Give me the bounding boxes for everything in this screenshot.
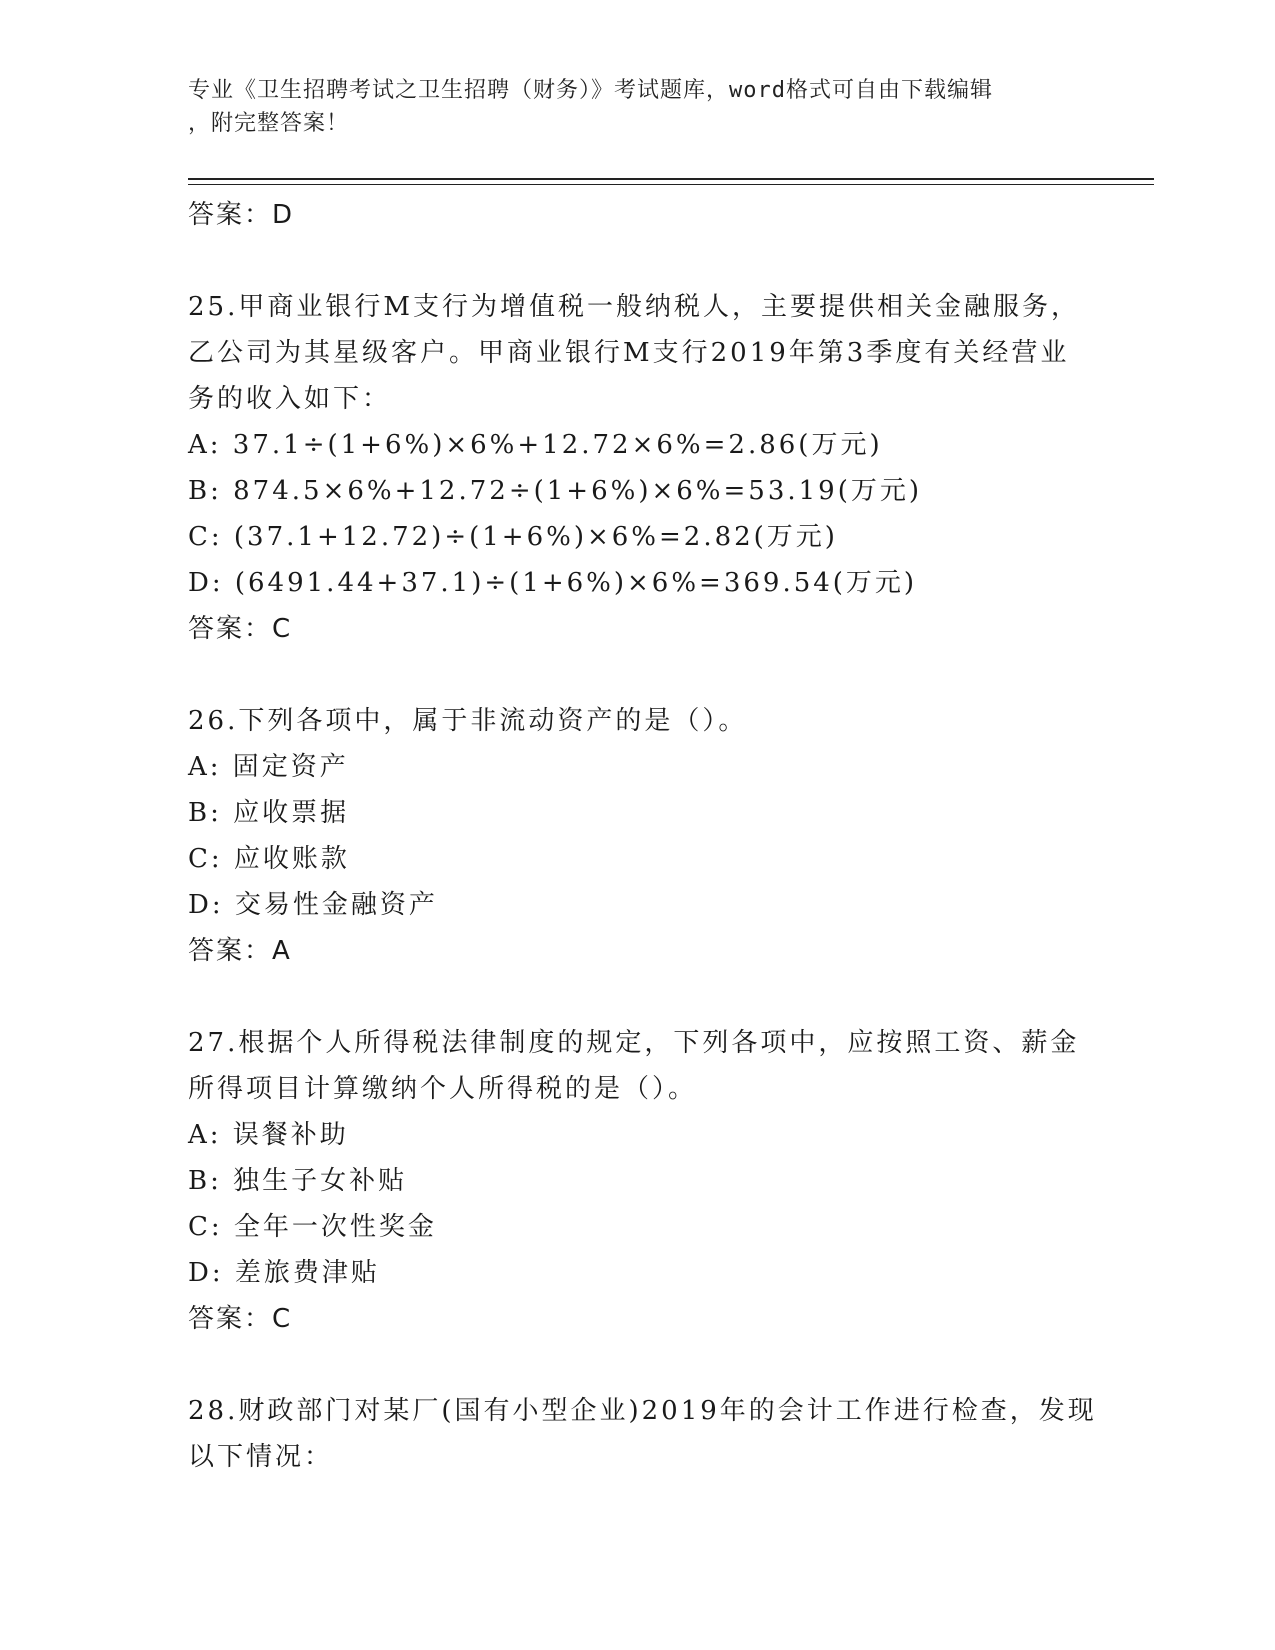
option-c: C: (37.1+12.72)÷(1+6%)×6%=2.82(万元) xyxy=(188,522,838,552)
option-a: A: 误餐补助 xyxy=(188,1120,349,1150)
option-d: D: (6491.44+37.1)÷(1+6%)×6%=369.54(万元) xyxy=(188,568,918,598)
header-rule-thick xyxy=(188,178,1154,180)
question-stem-line: 所得项目计算缴纳个人所得税的是（）。 xyxy=(188,1074,698,1104)
option-b: B: 874.5×6%+12.72÷(1+6%)×6%=53.19(万元) xyxy=(188,476,922,506)
question-stem-line: 以下情况： xyxy=(188,1442,334,1472)
question-stem-line: 25.甲商业银行M支行为增值税一般纳税人，主要提供相关金融服务， xyxy=(188,292,1080,322)
header-line-2: ，附完整答案！ xyxy=(188,111,350,136)
question-list xyxy=(188,192,1097,1480)
spacer xyxy=(188,974,1088,1020)
option-c: C: 应收账款 xyxy=(188,844,350,874)
question-stem-line: 务的收入如下： xyxy=(188,384,392,414)
header-rule-thin xyxy=(188,184,1154,185)
question-25 xyxy=(188,284,1088,652)
answer-text: 答案：C xyxy=(188,614,293,644)
answer-text: 答案：C xyxy=(188,1304,293,1334)
option-d: D: 交易性金融资产 xyxy=(188,890,438,920)
spacer xyxy=(188,1342,1088,1388)
answer-text: 答案：D xyxy=(188,200,295,230)
document-header xyxy=(188,74,1088,140)
spacer xyxy=(188,238,1088,284)
question-28 xyxy=(188,1388,1097,1480)
question-26 xyxy=(188,698,1088,974)
spacer xyxy=(188,652,1088,698)
option-b: B: 独生子女补贴 xyxy=(188,1166,408,1196)
option-a: A: 固定资产 xyxy=(188,752,349,782)
header-line-1: 专业《卫生招聘考试之卫生招聘（财务）》考试题库，word格式可自由下载编辑 xyxy=(188,78,993,103)
option-a: A: 37.1÷(1+6%)×6%+12.72×6%=2.86(万元) xyxy=(188,430,883,460)
question-stem-line: 26.下列各项中，属于非流动资产的是（）。 xyxy=(188,706,748,736)
question-27 xyxy=(188,1020,1088,1342)
answer-text: 答案：A xyxy=(188,936,292,966)
question-stem-line: 乙公司为其星级客户。甲商业银行M支行2019年第3季度有关经营业 xyxy=(188,338,1070,368)
question-stem-line: 28.财政部门对某厂(国有小型企业)2019年的会计工作进行检查，发现 xyxy=(188,1396,1097,1426)
question-stem-line: 27.根据个人所得税法律制度的规定，下列各项中，应按照工资、薪金 xyxy=(188,1028,1080,1058)
option-d: D: 差旅费津贴 xyxy=(188,1258,380,1288)
option-c: C: 全年一次性奖金 xyxy=(188,1212,437,1242)
option-b: B: 应收票据 xyxy=(188,798,350,828)
